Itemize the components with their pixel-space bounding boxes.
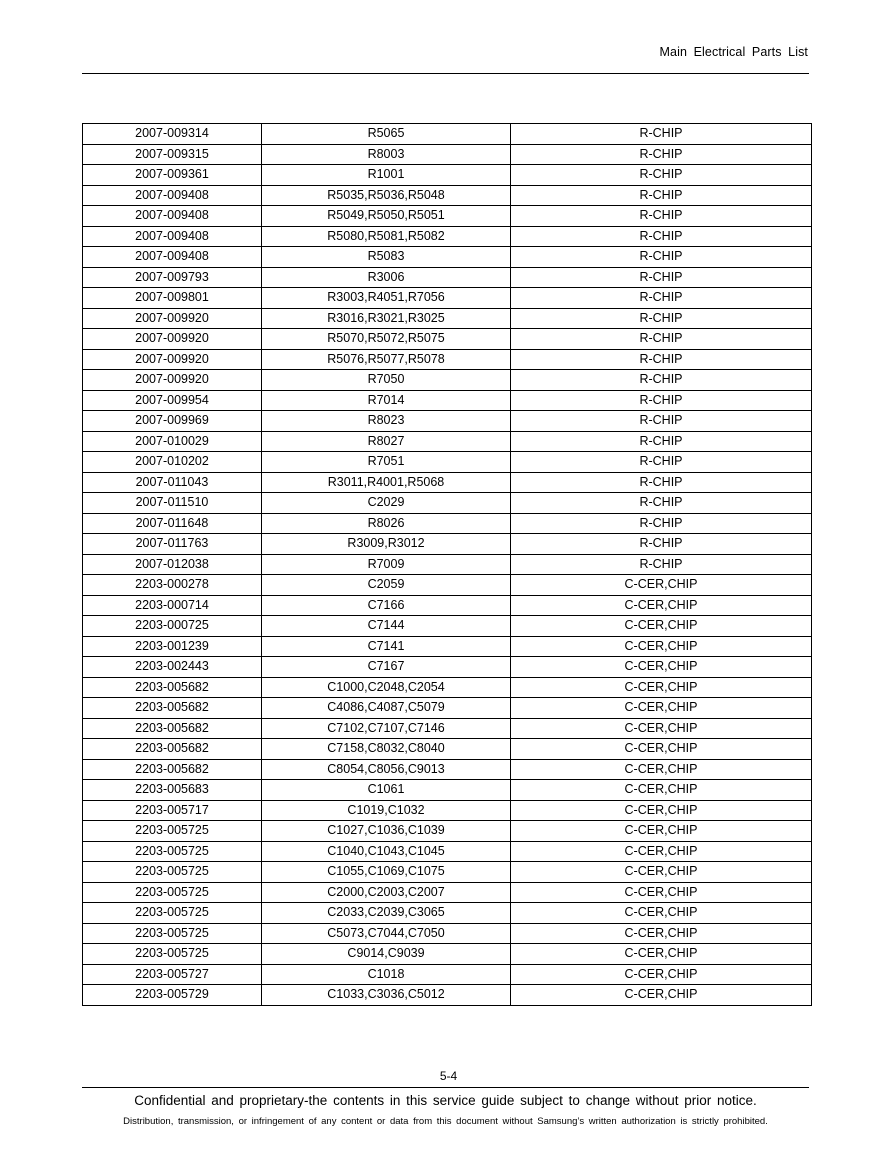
description-cell: C-CER,CHIP [511, 698, 812, 719]
part-code-cell: 2203-005729 [83, 985, 262, 1006]
table-row [83, 534, 812, 555]
description-cell: R-CHIP [511, 144, 812, 165]
description-cell: R-CHIP [511, 554, 812, 575]
part-code-cell: 2203-005717 [83, 800, 262, 821]
description-cell: C-CER,CHIP [511, 595, 812, 616]
parts-table [82, 123, 812, 1006]
location-cell: C1018 [262, 964, 511, 985]
table-row [83, 206, 812, 227]
description-cell: C-CER,CHIP [511, 780, 812, 801]
part-code-cell: 2007-009920 [83, 329, 262, 350]
description-cell: C-CER,CHIP [511, 841, 812, 862]
description-cell: R-CHIP [511, 329, 812, 350]
location-cell: C1033,C3036,C5012 [262, 985, 511, 1006]
part-code-cell: 2007-010202 [83, 452, 262, 473]
distribution-notice: Distribution, transmission, or infringement of any content or data from this document without Samsung’s written authorization is strictly prohibited. [123, 1116, 768, 1127]
table-row [83, 370, 812, 391]
table-row [83, 431, 812, 452]
location-cell: R5070,R5072,R5075 [262, 329, 511, 350]
location-cell: C2029 [262, 493, 511, 514]
description-cell: C-CER,CHIP [511, 821, 812, 842]
part-code-cell: 2203-005682 [83, 698, 262, 719]
description-cell: C-CER,CHIP [511, 985, 812, 1006]
parts-table-body [83, 124, 812, 1006]
location-cell: R8027 [262, 431, 511, 452]
location-cell: R8023 [262, 411, 511, 432]
part-code-cell: 2203-005727 [83, 964, 262, 985]
part-code-cell: 2007-009408 [83, 226, 262, 247]
part-code-cell: 2203-002443 [83, 657, 262, 678]
part-code-cell: 2203-005725 [83, 944, 262, 965]
part-code-cell: 2007-009793 [83, 267, 262, 288]
table-row [83, 657, 812, 678]
table-row [83, 165, 812, 186]
location-cell: R7050 [262, 370, 511, 391]
location-cell: C1000,C2048,C2054 [262, 677, 511, 698]
description-cell: C-CER,CHIP [511, 657, 812, 678]
table-row [83, 636, 812, 657]
location-cell: C8054,C8056,C9013 [262, 759, 511, 780]
part-code-cell: 2007-009969 [83, 411, 262, 432]
location-cell: C7167 [262, 657, 511, 678]
description-cell: C-CER,CHIP [511, 800, 812, 821]
part-code-cell: 2007-011510 [83, 493, 262, 514]
description-cell: C-CER,CHIP [511, 903, 812, 924]
description-cell: R-CHIP [511, 288, 812, 309]
description-cell: C-CER,CHIP [511, 636, 812, 657]
location-cell: R3009,R3012 [262, 534, 511, 555]
location-cell: R5076,R5077,R5078 [262, 349, 511, 370]
part-code-cell: 2007-009408 [83, 206, 262, 227]
description-cell: C-CER,CHIP [511, 759, 812, 780]
description-cell: C-CER,CHIP [511, 862, 812, 883]
description-cell: R-CHIP [511, 493, 812, 514]
page-header-title: Main Electrical Parts List [659, 45, 808, 59]
table-row [83, 800, 812, 821]
table-row [83, 493, 812, 514]
part-code-cell: 2007-009920 [83, 349, 262, 370]
part-code-cell: 2007-009314 [83, 124, 262, 145]
location-cell: C9014,C9039 [262, 944, 511, 965]
part-code-cell: 2203-005682 [83, 759, 262, 780]
location-cell: R5083 [262, 247, 511, 268]
description-cell: C-CER,CHIP [511, 677, 812, 698]
table-row [83, 513, 812, 534]
table-row [83, 124, 812, 145]
table-row [83, 452, 812, 473]
location-cell: R3016,R3021,R3025 [262, 308, 511, 329]
location-cell: C7144 [262, 616, 511, 637]
table-row [83, 329, 812, 350]
table-row [83, 944, 812, 965]
description-cell: R-CHIP [511, 247, 812, 268]
page-number: 5-4 [439, 1069, 458, 1083]
description-cell: R-CHIP [511, 349, 812, 370]
description-cell: R-CHIP [511, 431, 812, 452]
part-code-cell: 2203-005725 [83, 821, 262, 842]
location-cell: C2033,C2039,C3065 [262, 903, 511, 924]
location-cell: C7141 [262, 636, 511, 657]
table-row [83, 185, 812, 206]
part-code-cell: 2203-005725 [83, 923, 262, 944]
part-code-cell: 2007-011763 [83, 534, 262, 555]
location-cell: C7158,C8032,C8040 [262, 739, 511, 760]
description-cell: R-CHIP [511, 370, 812, 391]
part-code-cell: 2203-000714 [83, 595, 262, 616]
table-row [83, 841, 812, 862]
table-row [83, 288, 812, 309]
table-row [83, 739, 812, 760]
description-cell: R-CHIP [511, 513, 812, 534]
description-cell: C-CER,CHIP [511, 964, 812, 985]
location-cell: R5080,R5081,R5082 [262, 226, 511, 247]
table-row [83, 698, 812, 719]
description-cell: C-CER,CHIP [511, 923, 812, 944]
location-cell: R7009 [262, 554, 511, 575]
location-cell: C2059 [262, 575, 511, 596]
part-code-cell: 2007-009408 [83, 185, 262, 206]
part-code-cell: 2203-005682 [83, 718, 262, 739]
description-cell: R-CHIP [511, 165, 812, 186]
table-row [83, 616, 812, 637]
table-row [83, 595, 812, 616]
table-row [83, 575, 812, 596]
description-cell: C-CER,CHIP [511, 739, 812, 760]
location-cell: R3006 [262, 267, 511, 288]
table-row [83, 882, 812, 903]
description-cell: R-CHIP [511, 411, 812, 432]
description-cell: R-CHIP [511, 206, 812, 227]
footer-divider [82, 1087, 809, 1088]
part-code-cell: 2203-000278 [83, 575, 262, 596]
location-cell: C1019,C1032 [262, 800, 511, 821]
location-cell: R8026 [262, 513, 511, 534]
location-cell: C2000,C2003,C2007 [262, 882, 511, 903]
location-cell: R8003 [262, 144, 511, 165]
location-cell: R5065 [262, 124, 511, 145]
table-row [83, 862, 812, 883]
part-code-cell: 2007-009408 [83, 247, 262, 268]
location-cell: R1001 [262, 165, 511, 186]
description-cell: C-CER,CHIP [511, 575, 812, 596]
part-code-cell: 2203-001239 [83, 636, 262, 657]
description-cell: R-CHIP [511, 267, 812, 288]
table-row [83, 677, 812, 698]
part-code-cell: 2007-009801 [83, 288, 262, 309]
description-cell: R-CHIP [511, 226, 812, 247]
part-code-cell: 2007-009361 [83, 165, 262, 186]
description-cell: C-CER,CHIP [511, 882, 812, 903]
table-row [83, 964, 812, 985]
table-row [83, 923, 812, 944]
header-divider [82, 73, 809, 74]
location-cell: C1061 [262, 780, 511, 801]
part-code-cell: 2203-005725 [83, 903, 262, 924]
location-cell: R7051 [262, 452, 511, 473]
table-row [83, 247, 812, 268]
table-row [83, 472, 812, 493]
location-cell: C7102,C7107,C7146 [262, 718, 511, 739]
part-code-cell: 2203-005725 [83, 841, 262, 862]
part-code-cell: 2203-000725 [83, 616, 262, 637]
part-code-cell: 2007-009920 [83, 308, 262, 329]
table-row [83, 554, 812, 575]
location-cell: C1040,C1043,C1045 [262, 841, 511, 862]
part-code-cell: 2203-005725 [83, 862, 262, 883]
table-row [83, 718, 812, 739]
table-row [83, 821, 812, 842]
table-row [83, 903, 812, 924]
location-cell: R7014 [262, 390, 511, 411]
description-cell: C-CER,CHIP [511, 718, 812, 739]
location-cell: C5073,C7044,C7050 [262, 923, 511, 944]
location-cell: R5049,R5050,R5051 [262, 206, 511, 227]
table-row [83, 226, 812, 247]
table-row [83, 349, 812, 370]
description-cell: C-CER,CHIP [511, 616, 812, 637]
description-cell: R-CHIP [511, 472, 812, 493]
part-code-cell: 2007-012038 [83, 554, 262, 575]
part-code-cell: 2007-009954 [83, 390, 262, 411]
description-cell: C-CER,CHIP [511, 944, 812, 965]
part-code-cell: 2203-005682 [83, 739, 262, 760]
table-row [83, 759, 812, 780]
location-cell: C4086,C4087,C5079 [262, 698, 511, 719]
table-row [83, 411, 812, 432]
description-cell: R-CHIP [511, 534, 812, 555]
part-code-cell: 2203-005725 [83, 882, 262, 903]
description-cell: R-CHIP [511, 390, 812, 411]
location-cell: C1055,C1069,C1075 [262, 862, 511, 883]
location-cell: R3003,R4051,R7056 [262, 288, 511, 309]
table-row [83, 985, 812, 1006]
location-cell: C1027,C1036,C1039 [262, 821, 511, 842]
table-row [83, 144, 812, 165]
table-row [83, 390, 812, 411]
description-cell: R-CHIP [511, 452, 812, 473]
table-row [83, 308, 812, 329]
location-cell: R3011,R4001,R5068 [262, 472, 511, 493]
part-code-cell: 2203-005683 [83, 780, 262, 801]
part-code-cell: 2203-005682 [83, 677, 262, 698]
description-cell: R-CHIP [511, 185, 812, 206]
part-code-cell: 2007-011043 [83, 472, 262, 493]
location-cell: R5035,R5036,R5048 [262, 185, 511, 206]
table-row [83, 267, 812, 288]
part-code-cell: 2007-011648 [83, 513, 262, 534]
part-code-cell: 2007-010029 [83, 431, 262, 452]
part-code-cell: 2007-009315 [83, 144, 262, 165]
description-cell: R-CHIP [511, 308, 812, 329]
table-row [83, 780, 812, 801]
location-cell: C7166 [262, 595, 511, 616]
description-cell: R-CHIP [511, 124, 812, 145]
confidentiality-notice: Confidential and proprietary-the contents in this service guide subject to change without prior notice. [134, 1093, 757, 1108]
part-code-cell: 2007-009920 [83, 370, 262, 391]
